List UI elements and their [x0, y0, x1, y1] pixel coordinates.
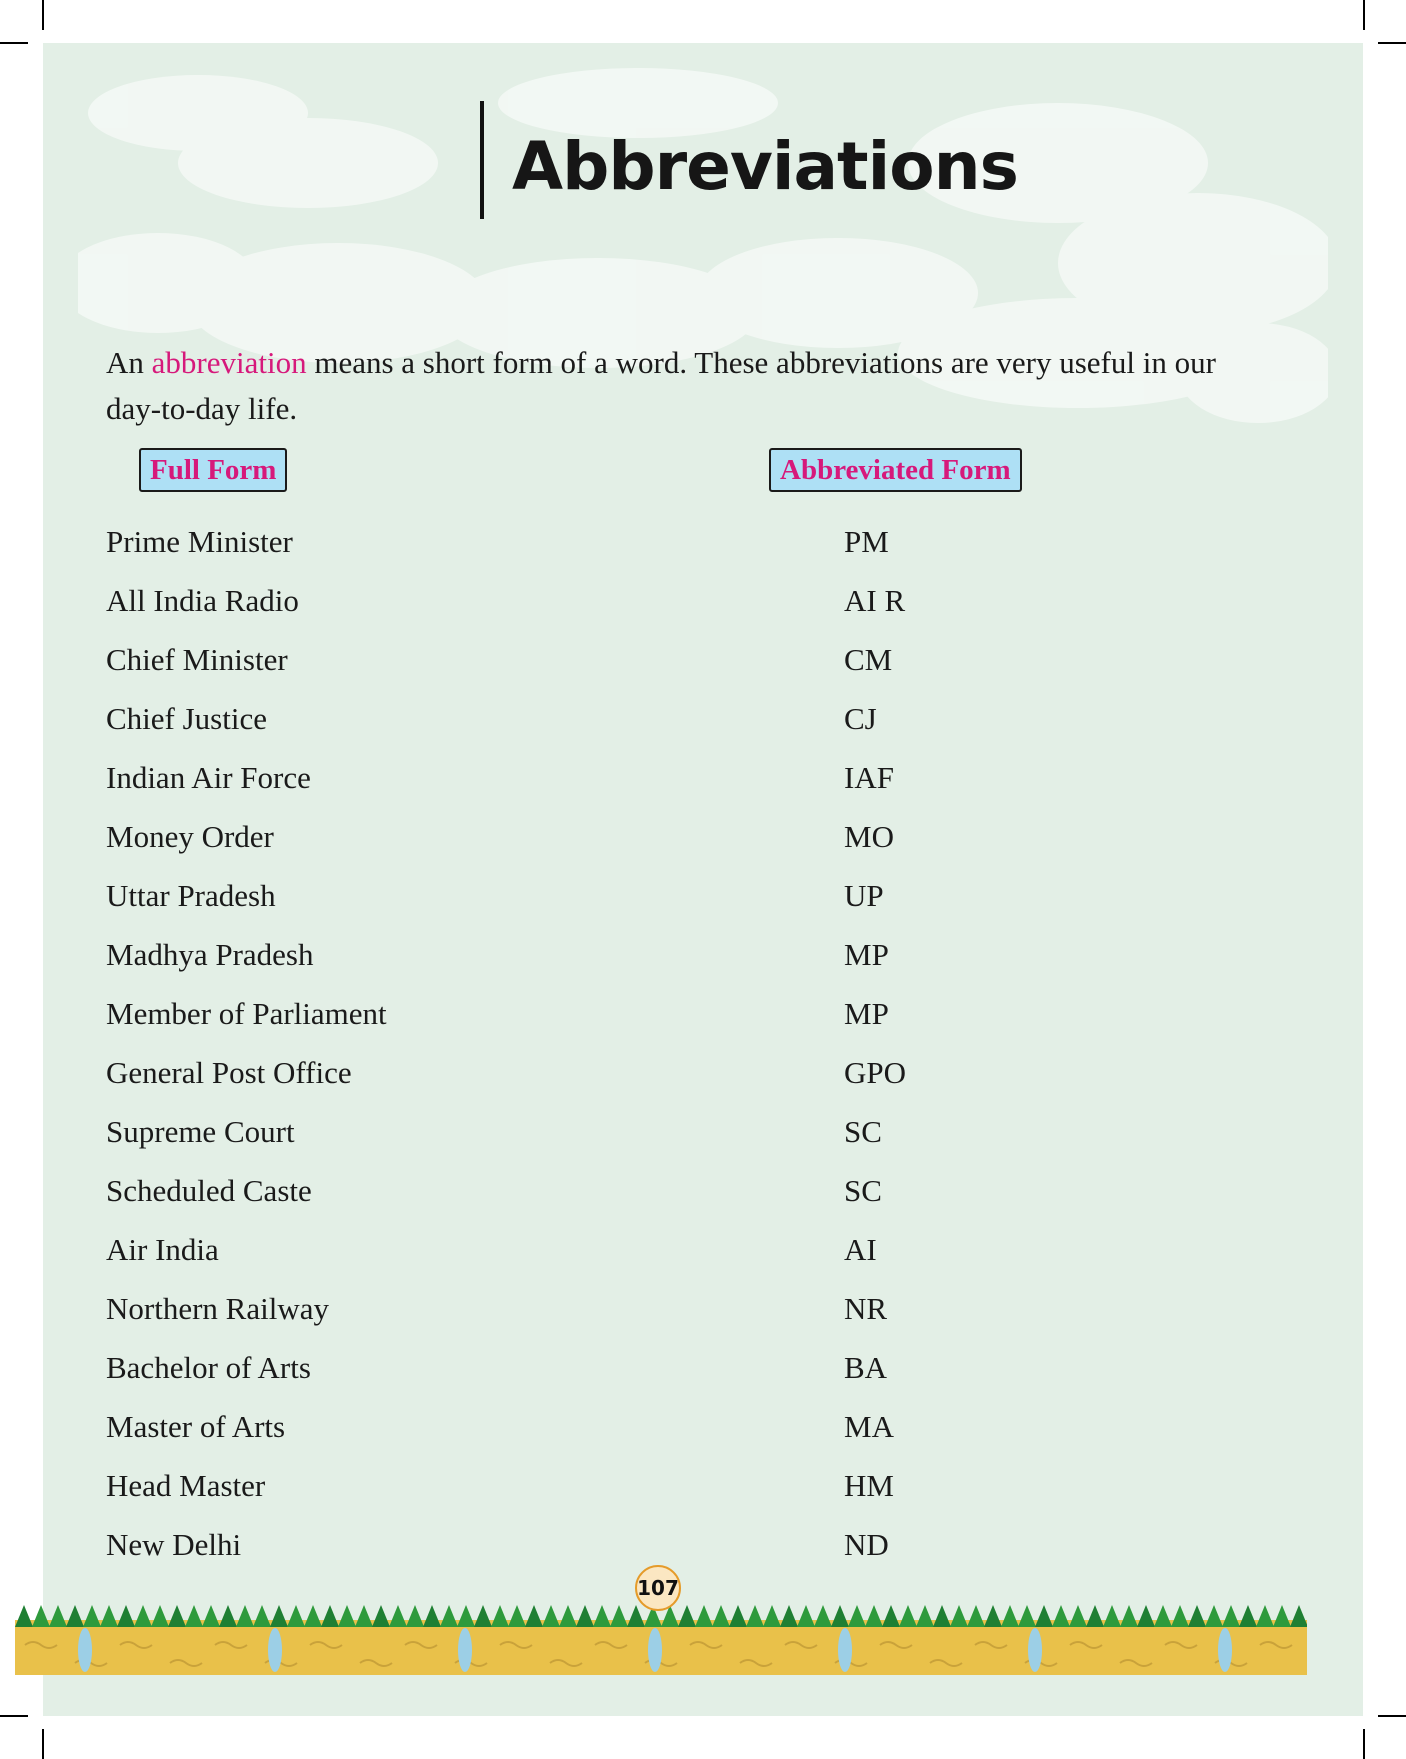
full-form-text: Head Master — [106, 1468, 266, 1503]
tree-shape — [916, 1605, 934, 1627]
tree-shape — [100, 1605, 118, 1627]
pond-shape — [648, 1628, 662, 1672]
abbreviated-form-text: CM — [844, 642, 893, 677]
tree-shape — [1171, 1605, 1189, 1627]
tree-shape — [984, 1605, 1002, 1627]
tree-shape — [865, 1605, 883, 1627]
tree-shape — [202, 1605, 220, 1627]
tree-shape — [185, 1605, 203, 1627]
page-title: Abbreviations — [512, 128, 1018, 205]
crop-mark — [1363, 0, 1365, 30]
tree-shape — [831, 1605, 849, 1627]
table-row — [0, 640, 1200, 699]
tree-shape — [508, 1605, 526, 1627]
table-row — [0, 1289, 1200, 1348]
full-form-text: Chief Justice — [106, 701, 267, 736]
pond-shape — [78, 1628, 92, 1672]
tree-shape — [474, 1605, 492, 1627]
tree-shape — [457, 1605, 475, 1627]
page-number: 107 — [635, 1565, 681, 1611]
tree-shape — [542, 1605, 560, 1627]
full-form-text: Supreme Court — [106, 1114, 295, 1149]
tree-shape — [729, 1605, 747, 1627]
tree-shape — [151, 1605, 169, 1627]
tree-shape — [83, 1605, 101, 1627]
full-form-text: Scheduled Caste — [106, 1173, 312, 1208]
tree-shape — [814, 1605, 832, 1627]
tree-shape — [321, 1605, 339, 1627]
full-form-text: Member of Parliament — [106, 996, 387, 1031]
full-form-text: New Delhi — [106, 1527, 242, 1562]
table-row — [0, 1171, 1200, 1230]
full-form-text: Master of Arts — [106, 1409, 286, 1444]
tree-shape — [763, 1605, 781, 1627]
tree-shape — [559, 1605, 577, 1627]
table-row — [0, 935, 1200, 994]
tree-shape — [1290, 1605, 1307, 1627]
tree-shape — [593, 1605, 611, 1627]
table-row — [0, 1112, 1200, 1171]
abbreviated-form-text: NR — [844, 1291, 888, 1326]
tree-shape — [1018, 1605, 1036, 1627]
tree-shape — [32, 1605, 50, 1627]
abbreviated-form-text: UP — [844, 878, 884, 913]
tree-shape — [66, 1605, 84, 1627]
tree-shape — [525, 1605, 543, 1627]
tree-shape — [1052, 1605, 1070, 1627]
table-row — [0, 1230, 1200, 1289]
intro-highlight: abbreviation — [151, 345, 307, 380]
pond-shape — [838, 1628, 852, 1672]
abbreviated-form-text: ND — [844, 1527, 889, 1562]
pond-shape — [268, 1628, 282, 1672]
tree-shape — [1222, 1605, 1240, 1627]
tree-shape — [882, 1605, 900, 1627]
abbreviated-form-text: SC — [844, 1173, 882, 1208]
tree-shape — [950, 1605, 968, 1627]
tree-shape — [134, 1605, 152, 1627]
tree-shape — [678, 1605, 696, 1627]
tree-shape — [780, 1605, 798, 1627]
tree-shape — [491, 1605, 509, 1627]
abbreviated-form-text: MP — [844, 937, 889, 972]
abbreviated-form-text: GPO — [844, 1055, 907, 1090]
full-form-text: All India Radio — [106, 583, 299, 618]
tree-shape — [1120, 1605, 1138, 1627]
full-form-text: Indian Air Force — [106, 760, 311, 795]
table-row — [0, 758, 1200, 817]
pond-shape — [1028, 1628, 1042, 1672]
tree-shape — [1256, 1605, 1274, 1627]
abbreviated-form-text: AI R — [844, 583, 906, 618]
tree-shape — [270, 1605, 288, 1627]
full-form-header: Full Form — [139, 448, 287, 492]
abbreviated-form-text: IAF — [844, 760, 894, 795]
tree-shape — [1273, 1605, 1291, 1627]
crop-mark — [1378, 42, 1406, 44]
tree-shape — [627, 1605, 645, 1627]
tree-shape — [1103, 1605, 1121, 1627]
tree-shape — [712, 1605, 730, 1627]
tree-shape — [1137, 1605, 1155, 1627]
tree-shape — [848, 1605, 866, 1627]
pond-shape — [1218, 1628, 1232, 1672]
table-row — [0, 1053, 1200, 1112]
tree-shape — [406, 1605, 424, 1627]
table-row — [0, 876, 1200, 935]
crop-mark — [42, 0, 44, 30]
full-form-text: Chief Minister — [106, 642, 288, 677]
tree-shape — [933, 1605, 951, 1627]
full-form-text: Money Order — [106, 819, 274, 854]
tree-shape — [236, 1605, 254, 1627]
tree-shape — [576, 1605, 594, 1627]
abbreviated-form-text: AI — [844, 1232, 877, 1267]
tree-shape — [1086, 1605, 1104, 1627]
tree-shape — [49, 1605, 67, 1627]
tree-shape — [440, 1605, 458, 1627]
pond-shape — [458, 1628, 472, 1672]
tree-shape — [423, 1605, 441, 1627]
tree-shape — [1239, 1605, 1257, 1627]
full-form-text: Air India — [106, 1232, 219, 1267]
table-row — [0, 817, 1200, 876]
abbreviated-form-header: Abbreviated Form — [769, 448, 1022, 492]
table-row — [0, 1407, 1200, 1466]
full-form-text: Bachelor of Arts — [106, 1350, 311, 1385]
crop-mark — [1378, 1715, 1406, 1717]
table-row — [0, 522, 1200, 581]
crop-mark — [1363, 1729, 1365, 1759]
crop-mark — [42, 1729, 44, 1759]
abbreviated-form-text: MP — [844, 996, 889, 1031]
crop-mark — [0, 1715, 28, 1717]
tree-shape — [797, 1605, 815, 1627]
abbreviated-form-text: MO — [844, 819, 894, 854]
tree-shape — [1001, 1605, 1019, 1627]
tree-shape — [117, 1605, 135, 1627]
abbreviated-form-text: MA — [844, 1409, 894, 1444]
table-row — [0, 994, 1200, 1053]
intro-paragraph — [106, 340, 1236, 432]
tree-shape — [967, 1605, 985, 1627]
tree-shape — [355, 1605, 373, 1627]
full-form-text: Prime Minister — [106, 524, 293, 559]
intro-prefix: An — [106, 345, 152, 380]
tree-shape — [15, 1605, 33, 1627]
tree-shape — [253, 1605, 271, 1627]
table-row — [0, 1348, 1200, 1407]
abbreviated-form-text: CJ — [844, 701, 877, 736]
tree-shape — [219, 1605, 237, 1627]
tree-shape — [372, 1605, 390, 1627]
table-row — [0, 581, 1200, 640]
tree-shape — [610, 1605, 628, 1627]
tree-shape — [287, 1605, 305, 1627]
tree-shape — [1154, 1605, 1172, 1627]
tree-shape — [746, 1605, 764, 1627]
abbreviated-form-text: BA — [844, 1350, 888, 1385]
tree-shape — [695, 1605, 713, 1627]
tree-shape — [304, 1605, 322, 1627]
tree-shape — [1069, 1605, 1087, 1627]
tree-shape — [1205, 1605, 1223, 1627]
tree-shape — [899, 1605, 917, 1627]
tree-shape — [168, 1605, 186, 1627]
crop-mark — [0, 42, 28, 44]
abbreviated-form-text: SC — [844, 1114, 882, 1149]
full-form-text: Northern Railway — [106, 1291, 329, 1326]
full-form-text: General Post Office — [106, 1055, 352, 1090]
tree-shape — [338, 1605, 356, 1627]
abbreviated-form-text: PM — [844, 524, 889, 559]
table-row — [0, 699, 1200, 758]
full-form-text: Uttar Pradesh — [106, 878, 276, 913]
tree-shape — [1188, 1605, 1206, 1627]
intro-suffix: means a short form of a word. These abbreviations are very useful in our day-to-day life. — [106, 345, 1216, 426]
tree-shape — [1035, 1605, 1053, 1627]
abbreviated-form-text: HM — [844, 1468, 894, 1503]
table-row — [0, 1466, 1200, 1525]
tree-shape — [389, 1605, 407, 1627]
full-form-text: Madhya Pradesh — [106, 937, 314, 972]
title-divider — [480, 101, 484, 219]
